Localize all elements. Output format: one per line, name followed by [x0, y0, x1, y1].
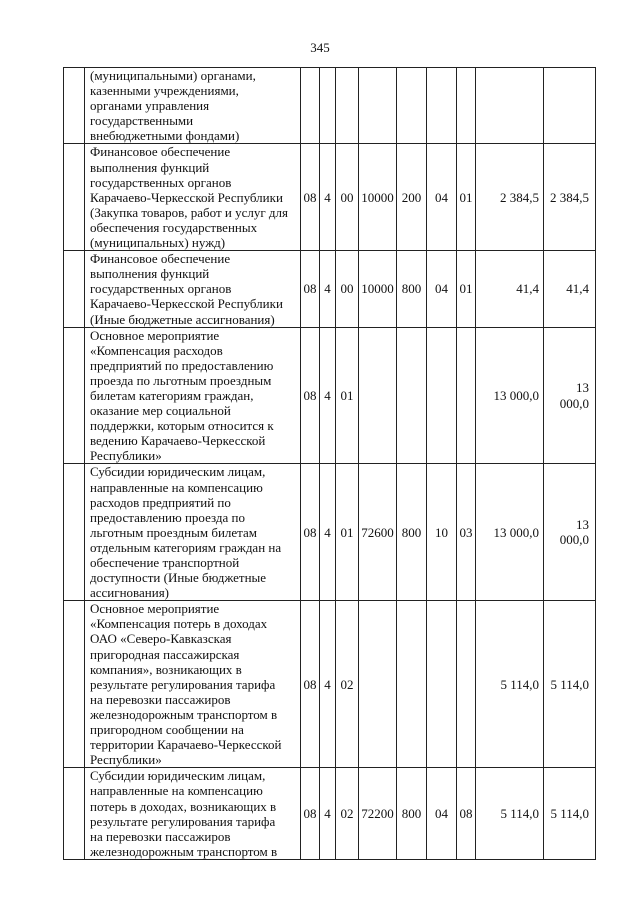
row-name-cell: Финансовое обеспечение выполнения функций государственных органов Карачаево-Черкесской Республики (Иные бюджетные ассигнования) — [85, 251, 301, 327]
code-program-cell: 4 — [320, 144, 336, 251]
code-section-cell — [301, 68, 320, 144]
code-direction-cell: 72600 — [359, 464, 397, 601]
blank-margin-cell — [64, 601, 85, 768]
code-subprogram-cell: 01 — [336, 464, 359, 601]
code-section-cell: 08 — [301, 601, 320, 768]
code-subsection-2-cell — [457, 601, 476, 768]
code-expense-type-cell — [397, 68, 427, 144]
amount-year-1-cell: 5 114,0 — [476, 601, 544, 768]
code-subsection-2-cell — [457, 327, 476, 464]
code-expense-type-cell: 800 — [397, 251, 427, 327]
code-subsection-1-cell: 10 — [427, 464, 457, 601]
code-subprogram-cell: 01 — [336, 327, 359, 464]
row-name-cell: Субсидии юридическим лицам, направленные на компенсацию потерь в доходах, возникающих в результате регулирования тарифа на перевозки пассажиров железнодорожным транспортом в — [85, 768, 301, 860]
code-subsection-1-cell — [427, 68, 457, 144]
amount-year-2-cell: 5 114,0 — [544, 601, 596, 768]
code-direction-cell: 10000 — [359, 251, 397, 327]
amount-year-1-cell: 13 000,0 — [476, 464, 544, 601]
code-subprogram-cell: 00 — [336, 251, 359, 327]
code-direction-cell: 72200 — [359, 768, 397, 860]
amount-year-2-cell: 41,4 — [544, 251, 596, 327]
code-section-cell: 08 — [301, 251, 320, 327]
code-program-cell: 4 — [320, 768, 336, 860]
code-expense-type-cell — [397, 601, 427, 768]
blank-margin-cell — [64, 251, 85, 327]
code-expense-type-cell: 800 — [397, 768, 427, 860]
code-program-cell — [320, 68, 336, 144]
amount-year-2-cell — [544, 68, 596, 144]
code-section-cell: 08 — [301, 144, 320, 251]
table-row — [64, 144, 596, 251]
amount-year-2-cell: 13 000,0 — [544, 464, 596, 601]
code-subsection-2-cell: 01 — [457, 251, 476, 327]
code-subsection-1-cell: 04 — [427, 768, 457, 860]
code-program-cell: 4 — [320, 251, 336, 327]
code-subprogram-cell: 02 — [336, 601, 359, 768]
page-number: 345 — [310, 40, 330, 55]
code-program-cell: 4 — [320, 464, 336, 601]
amount-year-2-cell: 2 384,5 — [544, 144, 596, 251]
amount-year-2-cell: 5 114,0 — [544, 768, 596, 860]
table-row — [64, 768, 596, 860]
blank-margin-cell — [64, 68, 85, 144]
amount-year-1-cell: 5 114,0 — [476, 768, 544, 860]
code-section-cell: 08 — [301, 327, 320, 464]
code-section-cell: 08 — [301, 464, 320, 601]
row-name-cell: Финансовое обеспечение выполнения функций государственных органов Карачаево-Черкесской Республики (Закупка товаров, работ и услуг для обеспечения государственных (муниципальных) нужд) — [85, 144, 301, 251]
code-subprogram-cell: 00 — [336, 144, 359, 251]
code-direction-cell — [359, 327, 397, 464]
code-subprogram-cell — [336, 68, 359, 144]
code-subsection-1-cell — [427, 601, 457, 768]
blank-margin-cell — [64, 144, 85, 251]
row-name-cell: Субсидии юридическим лицам, направленные на компенсацию расходов предприятий по предоставлению проезда по льготным проездным билетам отдельным категориям граждан на обеспечение транспортной доступности (Иные бюджетные ассигнования) — [85, 464, 301, 601]
table-row — [64, 464, 596, 601]
code-expense-type-cell: 800 — [397, 464, 427, 601]
amount-year-2-cell: 13 000,0 — [544, 327, 596, 464]
table-row — [64, 68, 596, 144]
code-expense-type-cell — [397, 327, 427, 464]
code-expense-type-cell: 200 — [397, 144, 427, 251]
table-row — [64, 327, 596, 464]
code-direction-cell — [359, 601, 397, 768]
code-section-cell: 08 — [301, 768, 320, 860]
code-subsection-1-cell: 04 — [427, 144, 457, 251]
code-subsection-1-cell — [427, 327, 457, 464]
code-program-cell: 4 — [320, 601, 336, 768]
code-subsection-2-cell — [457, 68, 476, 144]
amount-year-1-cell: 2 384,5 — [476, 144, 544, 251]
code-direction-cell: 10000 — [359, 144, 397, 251]
code-program-cell: 4 — [320, 327, 336, 464]
blank-margin-cell — [64, 464, 85, 601]
code-subsection-2-cell: 03 — [457, 464, 476, 601]
amount-year-1-cell: 41,4 — [476, 251, 544, 327]
table-row — [64, 251, 596, 327]
code-subsection-2-cell: 01 — [457, 144, 476, 251]
amount-year-1-cell: 13 000,0 — [476, 327, 544, 464]
blank-margin-cell — [64, 327, 85, 464]
table-row — [64, 601, 596, 768]
code-subsection-2-cell: 08 — [457, 768, 476, 860]
row-name-cell: (муниципальными) органами, казенными учреждениями, органами управления государственными внебюджетными фондами) — [85, 68, 301, 144]
blank-margin-cell — [64, 768, 85, 860]
row-name-cell: Основное мероприятие «Компенсация расходов предприятий по предоставлению проезда по льготным проездным билетам категориям граждан, оказание мер социальной поддержки, которым относится к ведению Карачаево-Черкесской Республики» — [85, 327, 301, 464]
code-subprogram-cell: 02 — [336, 768, 359, 860]
code-subsection-1-cell: 04 — [427, 251, 457, 327]
amount-year-1-cell — [476, 68, 544, 144]
budget-table — [63, 67, 596, 860]
code-direction-cell — [359, 68, 397, 144]
row-name-cell: Основное мероприятие «Компенсация потерь в доходах ОАО «Северо-Кавказская пригородная пассажирская компания», возникающих в результате регулирования тарифа на перевозки пассажиров железнодорожным транспортом в пригородном сообщении на территории Карачаево-Черкесской Республики» — [85, 601, 301, 768]
table-body — [64, 68, 596, 860]
